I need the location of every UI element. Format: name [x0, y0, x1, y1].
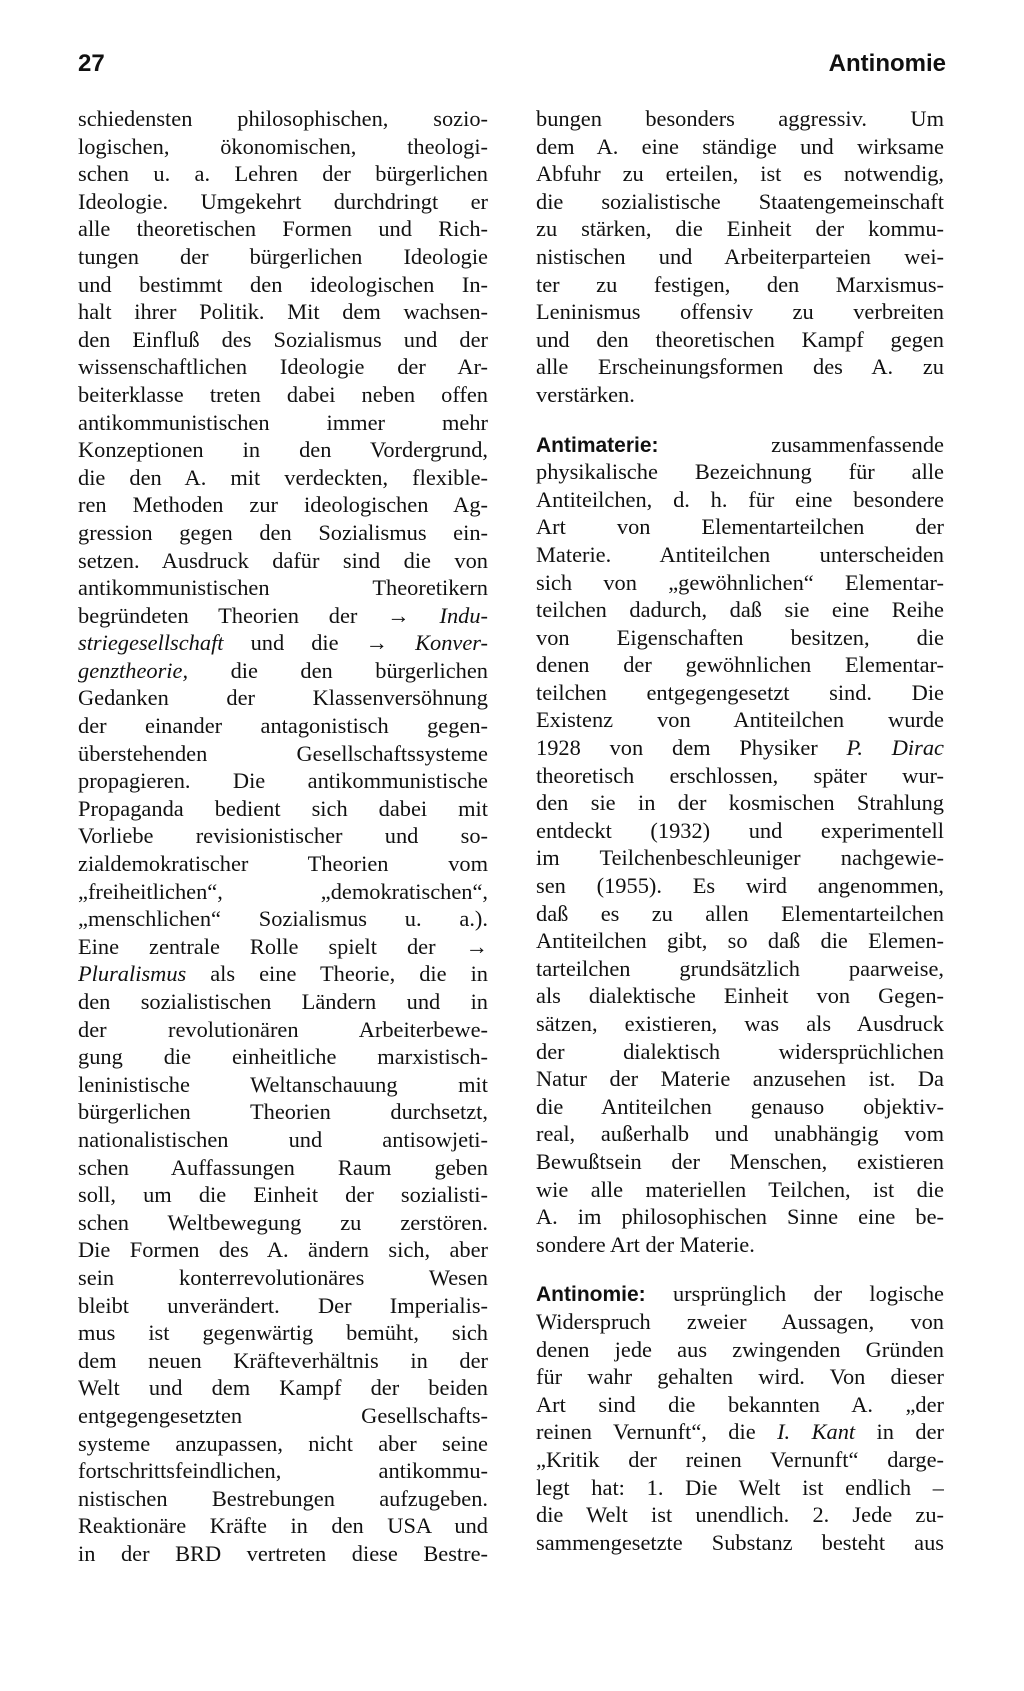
text-line: denen der gewöhnlichen Elementar-: [536, 652, 944, 678]
text-line: propagieren. Die antikommunistische: [78, 768, 488, 794]
text-line: nistischen und Arbeiterparteien wei-: [536, 243, 944, 269]
text-line: soll, um die Einheit der sozialisti-: [78, 1182, 488, 1208]
cross-reference-link[interactable]: Pluralismus: [78, 961, 187, 987]
text-line: „Kritik der reinen Vernunft“ darge-: [536, 1446, 944, 1472]
text-line: Vorliebe revisionistischer und so-: [78, 823, 488, 849]
text-line: zu stärken, die Einheit der kommu-: [536, 216, 944, 242]
text-line: tungen der bürgerlichen Ideologie: [78, 243, 488, 269]
text-line: zialdemokratischer Theorien vom: [78, 851, 488, 877]
text-line: Reaktionäre Kräfte in den USA und: [78, 1513, 488, 1539]
text-line: der einander antagonistisch gegen-: [78, 713, 488, 739]
entry-antimaterie: [536, 431, 944, 1259]
text-line: der revolutionären Arbeiterbewe-: [78, 1016, 488, 1042]
cross-reference-arrow-icon: →: [387, 602, 410, 628]
text-line: sein konterrevolutionäres Wesen: [78, 1264, 488, 1290]
text-line-with-reference: [78, 960, 488, 988]
text-line: physikalische Bezeichnung für alle: [536, 459, 944, 485]
cross-reference-link[interactable]: genztheorie,: [78, 657, 189, 683]
text-line: systeme anzupassen, nicht aber seine: [78, 1430, 488, 1456]
entry-first-line: [536, 1280, 944, 1308]
text-line: verstärken.: [536, 381, 635, 407]
entry-spacer: [536, 409, 944, 431]
text-line: antikommunistischen immer mehr: [78, 409, 488, 435]
text-line: antikommunistischen Theoretikern: [78, 575, 488, 601]
text-line: teilchen dadurch, daß sie eine Reihe: [536, 597, 944, 623]
line-text: reinen Vernunft“, die: [536, 1419, 778, 1445]
text-line: schen u. a. Lehren der bürgerlichen: [78, 161, 488, 187]
text-line: wie alle materiellen Teilchen, ist die: [536, 1176, 944, 1202]
text-line: die Welt ist unendlich. 2. Jede zu-: [536, 1502, 944, 1528]
text-line: in der BRD vertreten diese Bestre-: [78, 1540, 488, 1566]
text-line: und bestimmt den ideologischen In-: [78, 271, 488, 297]
text-line: schiedensten philosophischen, sozio-: [78, 106, 488, 131]
text-line: Propaganda bedient sich dabei mit: [78, 795, 488, 821]
text-line: dem neuen Kräfteverhältnis in der: [78, 1347, 488, 1373]
text-line: ter zu festigen, den Marxismus-: [536, 271, 944, 297]
cross-reference-arrow-icon: →: [365, 630, 389, 656]
text-line: halt ihrer Politik. Mit dem wachsen-: [78, 299, 488, 325]
line-text: als eine Theorie, die in: [186, 961, 488, 987]
text-line: sätzen, existieren, was als Ausdruck: [536, 1011, 944, 1036]
text-line-with-reference: [78, 933, 488, 961]
text-line: von Eigenschaften besitzen, die: [536, 624, 944, 650]
text-line: Antiteilchen, d. h. für eine besondere: [536, 486, 944, 512]
text-line: Natur der Materie anzusehen ist. Da: [536, 1066, 944, 1092]
text-line: der dialektisch widersprüchlichen: [536, 1038, 944, 1064]
text-line: schen Weltbewegung zu zerstören.: [78, 1209, 488, 1235]
text-line: nistischen Bestrebungen aufzugeben.: [78, 1485, 488, 1511]
text-line: „menschlichen“ Sozialismus u. a.).: [78, 906, 488, 932]
text-line: daß es zu allen Elementarteilchen: [536, 900, 944, 926]
text-line: alle Erscheinungsformen des A. zu: [536, 354, 944, 380]
text-line: schen Auffassungen Raum geben: [78, 1154, 488, 1180]
text-line: den Einfluß des Sozialismus und der: [78, 326, 488, 352]
entry-first-line: [536, 431, 944, 459]
text-line: Widerspruch zweier Aussagen, von: [536, 1308, 944, 1334]
text-line: die sozialistische Staatengemeinschaft: [536, 188, 944, 214]
text-line: überstehenden Gesellschaftssysteme: [78, 740, 488, 766]
text-line-with-reference: [536, 1418, 944, 1446]
entry-term: Antimaterie:: [536, 433, 659, 457]
text-line: Bewußtsein der Menschen, existieren: [536, 1148, 944, 1174]
line-text: zusammenfassende: [658, 431, 944, 457]
line-text: die den bürgerlichen: [188, 657, 488, 683]
text-line: Leninismus offensiv zu verbreiten: [536, 299, 944, 325]
text-line: bungen besonders aggressiv. Um: [536, 106, 944, 131]
text-line: entdeckt (1932) und experimentell: [536, 817, 944, 843]
right-column: [536, 105, 944, 1556]
text-line: sich von „gewöhnlichen“ Elementar-: [536, 569, 944, 595]
entry-antinomie: [536, 1280, 944, 1556]
text-line: Existenz von Antiteilchen wurde: [536, 707, 944, 733]
person-name-reference: I. Kant: [777, 1419, 856, 1445]
text-line: Abfuhr zu erteilen, ist es notwendig,: [536, 161, 944, 187]
line-text: in der: [855, 1419, 944, 1445]
running-head: Antinomie: [828, 50, 946, 77]
text-line: fortschrittsfeindlichen, antikommu-: [78, 1458, 488, 1484]
text-line: entgegengesetzten Gesellschafts-: [78, 1402, 488, 1428]
text-line: leninistische Weltanschauung mit: [78, 1071, 488, 1097]
text-line: dem A. eine ständige und wirksame: [536, 133, 944, 159]
entry-spacer: [536, 1258, 944, 1280]
text-line: sondere Art der Materie.: [536, 1231, 755, 1257]
text-line-with-reference: [536, 734, 944, 762]
line-text: und die: [223, 630, 366, 656]
text-line: im Teilchenbeschleuniger nachgewie-: [536, 845, 944, 871]
text-line: beiterklasse treten dabei neben offen: [78, 381, 488, 407]
text-line: logischen, ökonomischen, theologi-: [78, 133, 488, 159]
text-line: bleibt unverändert. Der Imperialis-: [78, 1292, 488, 1318]
text-line: Art von Elementarteilchen der: [536, 514, 944, 540]
text-line: „freiheitlichen“, „demokratischen“,: [78, 878, 488, 904]
line-text: 1928 von dem Physiker: [536, 735, 847, 761]
text-line: tarteilchen grundsätzlich paarweise,: [536, 955, 944, 981]
left-column: [78, 105, 488, 1567]
line-text: Eine zentrale Rolle spielt der: [78, 933, 466, 959]
text-line-with-reference: [78, 657, 488, 685]
text-line: und den theoretischen Kampf gegen: [536, 326, 944, 352]
text-line: setzen. Ausdruck dafür sind die von: [78, 547, 488, 573]
text-line: gression gegen den Sozialismus ein-: [78, 519, 488, 545]
text-line: Antiteilchen gibt, so daß die Elemen-: [536, 928, 944, 954]
text-line: teilchen entgegengesetzt sind. Die: [536, 679, 944, 705]
text-line: denen jede aus zwingenden Gründen: [536, 1336, 944, 1362]
text-line-with-reference: [78, 629, 488, 657]
text-line: mus ist gegenwärtig bemüht, sich: [78, 1320, 488, 1346]
cross-reference-link[interactable]: Konver-: [415, 630, 488, 656]
entry-term: Antinomie:: [536, 1283, 646, 1307]
text-line: den sozialistischen Ländern und in: [78, 989, 488, 1014]
text-line: real, außerhalb und unabhängig vom: [536, 1121, 944, 1147]
text-line: als dialektische Einheit von Gegen-: [536, 983, 944, 1009]
text-line: legt hat: 1. Die Welt ist endlich –: [536, 1474, 944, 1500]
person-name-reference: P. Dirac: [846, 735, 944, 761]
text-line: Konzeptionen in den Vordergrund,: [78, 437, 488, 463]
text-line: Die Formen des A. ändern sich, aber: [78, 1237, 488, 1263]
text-line: die Antiteilchen genauso objektiv-: [536, 1093, 944, 1119]
text-line: nationalistischen und antisowjeti-: [78, 1126, 488, 1152]
cross-reference-arrow-icon: →: [465, 933, 488, 959]
text-line: Art sind die bekannten A. „der: [536, 1391, 944, 1417]
text-line: die den A. mit verdeckten, flexible-: [78, 464, 488, 490]
text-line: Welt und dem Kampf der beiden: [78, 1375, 488, 1401]
text-line: gung die einheitliche marxistisch-: [78, 1044, 488, 1070]
text-line: Materie. Antiteilchen unterscheiden: [536, 541, 944, 567]
text-line: bürgerlichen Theorien durchsetzt,: [78, 1099, 488, 1125]
text-line: theoretisch erschlossen, später wur-: [536, 762, 944, 788]
text-line: sammengesetzte Substanz besteht aus: [536, 1529, 944, 1555]
text-line: alle theoretischen Formen und Rich-: [78, 216, 488, 242]
text-line: A. im philosophischen Sinne eine be-: [536, 1204, 944, 1230]
cross-reference-link[interactable]: striegesellschaft: [78, 630, 224, 656]
text-line: wissenschaftlichen Ideologie der Ar-: [78, 354, 488, 380]
text-line-with-reference: [78, 602, 488, 630]
text-line: den sie in der kosmischen Strahlung: [536, 790, 944, 816]
line-text: begründeten Theorien der: [78, 602, 388, 628]
text-line: sen (1955). Es wird angenommen,: [536, 873, 944, 899]
line-text: ursprünglich der logische: [645, 1281, 944, 1307]
cross-reference-link[interactable]: Indu-: [439, 602, 488, 628]
text-line: ren Methoden zur ideologischen Ag-: [78, 492, 488, 518]
text-line: Gedanken der Klassenversöhnung: [78, 685, 488, 711]
text-line: Ideologie. Umgekehrt durchdringt er: [78, 188, 488, 214]
text-line: für wahr gehalten wird. Von dieser: [536, 1364, 944, 1390]
page-number: 27: [78, 50, 105, 77]
